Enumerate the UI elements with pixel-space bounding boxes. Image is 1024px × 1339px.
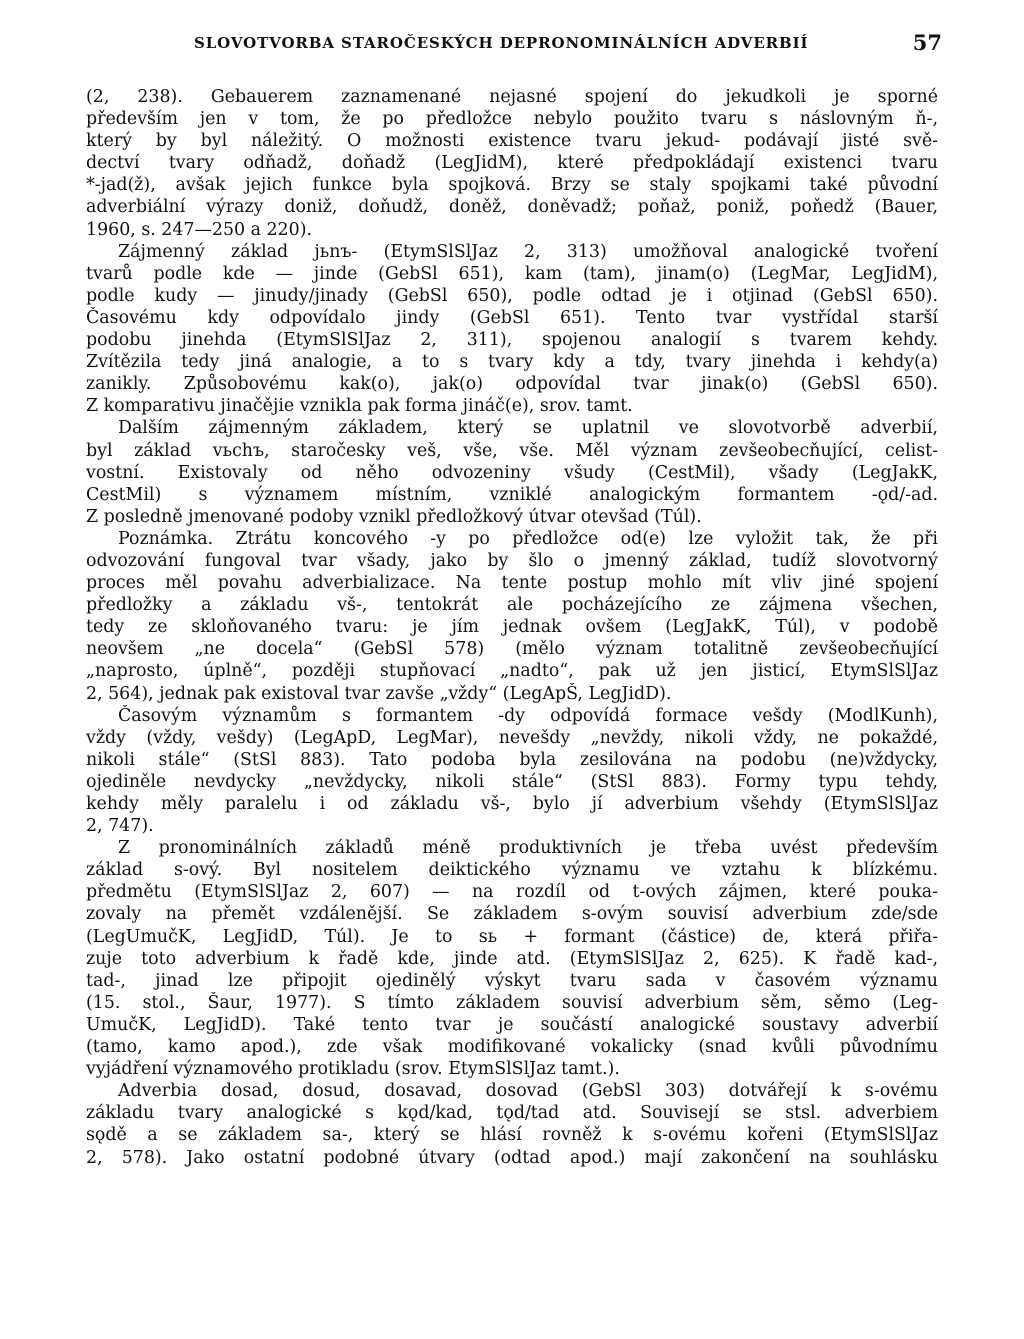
text-line: Zájmenný základ jьnъ- (EtymSlSlJaz 2, 313) umožňoval analogické tvoření: [118, 241, 938, 262]
text-line: Časovému kdy odpovídalo jindy (GebSl 651). Tento tvar vystřídal starší: [86, 307, 938, 328]
text-line: tvarů podle kde — jinde (GebSl 651), kam (tam), jinam(o) (LegMar, LegJidM),: [86, 263, 938, 284]
text-line: vždy (vždy, vešdy) (LegApD, LegMar), nevešdy „nevždy, nikoli vždy, ne pokaždé,: [86, 727, 938, 748]
text-line: Dalším zájmenným základem, který se uplatnil ve slovotvorbě adverbií,: [118, 418, 938, 439]
text-line: předmětu (EtymSlSlJaz 2, 607) — na rozdíl od t-ových zájmen, které pouka-: [86, 882, 938, 903]
text-line: dectví tvary odňadž, doňadž (LegJidM), které předpokládají existenci tvaru: [86, 153, 938, 174]
text-line: *-jad(ž), avšak jejich funkce byla spojková. Brzy se staly spojkami také původní: [86, 175, 938, 196]
text-line: 2, 578). Jako ostatní podobné útvary (odtad apod.) mají zakončení na souhlásku: [86, 1147, 938, 1168]
text-line: Adverbia dosad, dosud, dosavad, dosovad (GebSl 303) dotvářejí k s-ovému: [118, 1081, 938, 1102]
text-line: který by byl náležitý. O možnosti existence tvaru jekud- podávají jisté svě-: [86, 131, 938, 152]
text-line: Z komparativu jinačějie vznikla pak forma jináč(e), srov. tamt.: [86, 396, 633, 417]
text-line: 1960, s. 247—250 a 220).: [86, 219, 313, 240]
text-line: kehdy měly paralelu i od základu vš-, bylo jí adverbium všehdy (EtymSlSlJaz: [86, 794, 938, 814]
text-line: podobu jinehda (EtymSlSlJaz 2, 311), spojenou analogií s tvarem kehdy.: [86, 330, 938, 351]
text-line: předložky a základu vš-, tentokrát ale pocházejícího ze zájmena všechen,: [86, 595, 938, 616]
text-line: Z pronominálních základů méně produktivních je třeba uvést především: [118, 838, 938, 859]
text-line: vostní. Existovaly od něho odvozeniny všudy (CestMil), všady (LegJakK,: [86, 462, 938, 483]
text-line: (15. stol., Šaur, 1977). S tímto základem souvisí adverbium sěm, sěmo (Leg-: [86, 992, 938, 1013]
text-line: tad-, jinad lze připojit ojedinělý výskyt tvaru sada v časovém významu: [86, 970, 938, 991]
text-line: (LegUmučK, LegJidD, Túl). Je to sь + formant (částice) de, která přiřa-: [86, 926, 938, 947]
text-line: Z posledně jmenované podoby vznikl předložkový útvar otevšad (Túl).: [86, 506, 702, 527]
text-line: 2, 564), jednak pak existoval tvar zavše „vždy“ (LegApŠ, LegJidD).: [86, 683, 672, 704]
text-line: zuje toto adverbium k řadě kde, jinde atd. (EtymSlSlJaz 2, 625). K řadě kad-,: [86, 948, 938, 969]
text-line: proces měl povahu adverbializace. Na tente postup mohlo mít vliv jiné spojení: [86, 573, 938, 594]
text-line: adverbiální výrazy doniž, doňudž, doněž, doněvadž; poňaž, poniž, poňedž (Bauer,: [86, 197, 938, 218]
text-line: (tamo, kamo apod.), zde však modifikované vokalicky (snad kvůli původnímu: [86, 1037, 938, 1058]
text-line: (2, 238). Gebauerem zaznamenané nejasné spojení do jekudkoli je sporné: [86, 87, 938, 107]
text-line: Poznámka. Ztrátu koncového -y po předložce od(e) lze vyložit tak, že při: [118, 528, 938, 549]
text-line: ojediněle nevdycky „nevždycky, nikoli stále“ (StSl 883). Formy typu tehdy,: [86, 771, 938, 792]
text-line: CestMil) s významem místním, vzniklé analogickým formantem -ǫd/-ad.: [86, 484, 938, 505]
page-number: 57: [912, 30, 942, 55]
text-line: byl základ vьchъ, staročesky veš, vše, vše. Měl význam zevšeobecňující, celist-: [86, 440, 938, 461]
text-line: odvozování fungoval tvar všady, jako by šlo o jmenný základ, tudíž slovotvorný: [86, 550, 938, 571]
text-line: vyjádření významového protikladu (srov. EtymSlSlJaz tamt.).: [86, 1059, 620, 1080]
text-line: 2, 747).: [86, 816, 154, 837]
text-line: Zvítězila tedy jiná analogie, a to s tvary kdy a tdy, tvary jinehda i kehdy(a): [86, 352, 938, 373]
text-line: sǫdě a se základem sa-, který se hlásí rovněž k s-ovému kořeni (EtymSlSlJaz: [86, 1125, 938, 1146]
text-line: zanikly. Způsobovému kak(o), jak(o) odpovídal tvar jinak(o) (GebSl 650).: [86, 374, 938, 395]
text-line: základu tvary analogické s kǫd/kad, tǫd/tad atd. Souvisejí se stsl. adverbiem: [86, 1103, 938, 1124]
text-line: především jen v tom, že po předložce nebylo použito tvaru s náslovným ň-,: [86, 109, 938, 130]
text-line: základ s-ový. Byl nositelem deiktického významu ve vztahu k blízkému.: [86, 860, 938, 881]
body-text: [86, 86, 938, 1169]
text-line: nikoli stále“ (StSl 883). Tato podoba byla zesilována na podobu (ne)vždycky,: [86, 749, 938, 770]
text-line: podle kudy — jinudy/jinady (GebSl 650), podle odtad je i otjinad (GebSl 650).: [86, 285, 938, 306]
text-line: neovšem „ne docela“ (GebSl 578) (mělo význam totalitně zevšeobecňující: [86, 639, 938, 660]
text-line: UmučK, LegJidD). Také tento tvar je součástí analogické soustavy adverbií: [86, 1014, 938, 1035]
text-line: zovaly na přemět vzdálenější. Se základem s-ovým souvisí adverbium zde/sde: [86, 904, 938, 925]
text-line: Časovým významům s formantem -dy odpovídá formace vešdy (ModlKunh),: [118, 705, 938, 726]
text-line: „naprosto, úplně“, později stupňovací „nadto“, pak už jen jisticí, EtymSlSlJaz: [86, 661, 938, 682]
text-line: tedy ze skloňovaného tvaru: je jím jednak ovšem (LegJakK, Túl), v podobě: [86, 617, 938, 638]
running-title: SLOVOTVORBA STAROČESKÝCH DEPRONOMINÁLNÍCH ADVERBIÍ: [194, 34, 809, 52]
